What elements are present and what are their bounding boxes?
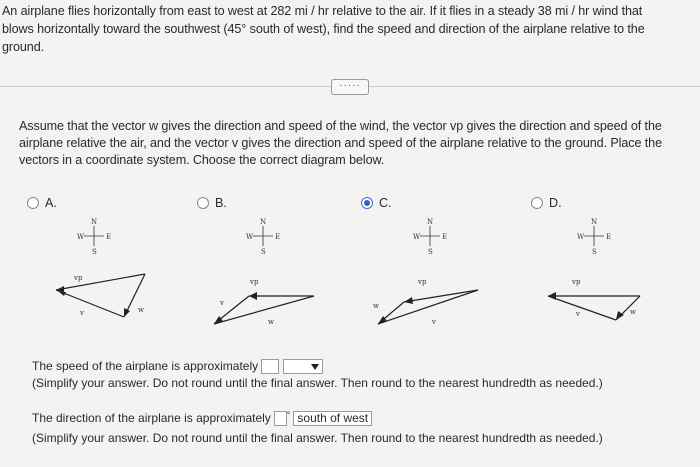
option-b[interactable]	[197, 196, 227, 210]
label-vp: vp	[418, 278, 427, 286]
speed-row	[32, 359, 323, 374]
diagram-b-svg	[206, 212, 326, 337]
label-v: v	[576, 310, 580, 318]
vector-vp	[404, 290, 478, 302]
option-d[interactable]	[531, 196, 562, 210]
option-a-label: A.	[45, 196, 57, 210]
compass-e: E	[606, 233, 612, 241]
arrowhead	[616, 311, 624, 320]
direction-unit: south of west	[293, 411, 372, 426]
option-b-radio[interactable]	[197, 197, 209, 209]
option-d-radio[interactable]	[531, 197, 543, 209]
label-w: w	[630, 308, 636, 316]
option-c-label: C.	[379, 196, 392, 210]
compass-w: W	[246, 233, 254, 241]
option-c[interactable]	[361, 196, 392, 210]
compass-n: N	[260, 218, 267, 226]
direction-hint: (Simplify your answer. Do not round until the final answer. Then round to the nearest hundredth as needed.)	[32, 431, 603, 445]
direction-prompt: The direction of the airplane is approximately	[32, 411, 271, 425]
speed-hint-row	[32, 376, 603, 391]
compass-e: E	[275, 233, 281, 241]
compass-n: N	[591, 218, 598, 226]
arrowhead	[548, 292, 556, 300]
problem-line-2: blows horizontally toward the southwest (45° south of west), find the speed and direction of the airplane relative to the	[2, 22, 645, 36]
speed-prompt: The speed of the airplane is approximately	[32, 359, 259, 373]
speed-input[interactable]	[261, 359, 279, 374]
diagram-c[interactable]	[370, 212, 490, 337]
vector-v	[214, 296, 314, 324]
speed-unit-dropdown[interactable]	[283, 359, 323, 374]
compass-w: W	[577, 233, 585, 241]
diagram-a[interactable]	[40, 212, 160, 337]
compass-s: S	[428, 248, 433, 256]
arrowhead	[404, 297, 413, 304]
compass-n: N	[427, 218, 434, 226]
label-v: v	[432, 318, 436, 326]
compass-n: N	[91, 218, 98, 226]
compass-s: S	[592, 248, 597, 256]
problem-line-1: An airplane flies horizontally from east to west at 282 mi / hr relative to the air. If it flies in a steady 38 mi / hr wind that	[2, 4, 643, 18]
arrowhead	[58, 291, 66, 296]
vector-v	[56, 290, 124, 317]
label-v: v	[220, 299, 224, 307]
direction-input[interactable]	[274, 411, 287, 426]
diagram-c-svg	[370, 212, 490, 337]
option-c-radio[interactable]	[361, 197, 373, 209]
label-w: w	[373, 302, 379, 310]
speed-hint: (Simplify your answer. Do not round until the final answer. Then round to the nearest hundredth as needed.)	[32, 376, 603, 390]
diagram-d[interactable]	[532, 212, 652, 337]
vector-v	[378, 290, 478, 324]
option-a-radio[interactable]	[27, 197, 39, 209]
direction-row	[32, 411, 372, 426]
diagram-b[interactable]	[206, 212, 326, 337]
label-w: w	[138, 306, 144, 314]
compass-e: E	[442, 233, 448, 241]
diagram-a-svg	[40, 212, 160, 337]
instructions	[19, 118, 699, 169]
label-w: w	[268, 318, 274, 326]
compass-rose	[84, 226, 104, 246]
arrowhead	[124, 308, 130, 317]
vector-vp	[56, 274, 145, 290]
compass-s: S	[92, 248, 97, 256]
label-vp: vp	[74, 274, 83, 282]
compass-w: W	[413, 233, 421, 241]
label-vp: vp	[572, 278, 581, 286]
instruction-line-3: vectors in a coordinate system. Choose the correct diagram below.	[19, 153, 385, 167]
option-a[interactable]	[27, 196, 57, 210]
compass-s: S	[261, 248, 266, 256]
compass-w: W	[77, 233, 85, 241]
compass-rose	[584, 226, 604, 246]
instruction-line-1: Assume that the vector w gives the direction and speed of the wind, the vector vp gives the direction and speed of the	[19, 119, 662, 133]
label-v: v	[80, 309, 84, 317]
compass-rose	[253, 226, 273, 246]
degree-symbol: °	[286, 410, 291, 420]
label-vp: vp	[250, 278, 259, 286]
direction-hint-row	[32, 431, 603, 446]
problem-statement	[2, 2, 698, 56]
option-b-label: B.	[215, 196, 227, 210]
instruction-line-2: airplane relative the air, and the vector v gives the direction and speed of the airplane relative to the ground. Place the	[19, 136, 662, 150]
diagram-d-svg	[532, 212, 652, 337]
compass-e: E	[106, 233, 112, 241]
option-d-label: D.	[549, 196, 562, 210]
arrowhead	[249, 292, 257, 300]
vector-v	[548, 296, 616, 320]
more-button[interactable]: ·····	[331, 79, 369, 95]
problem-line-3: ground.	[2, 40, 45, 54]
compass-rose	[420, 226, 440, 246]
